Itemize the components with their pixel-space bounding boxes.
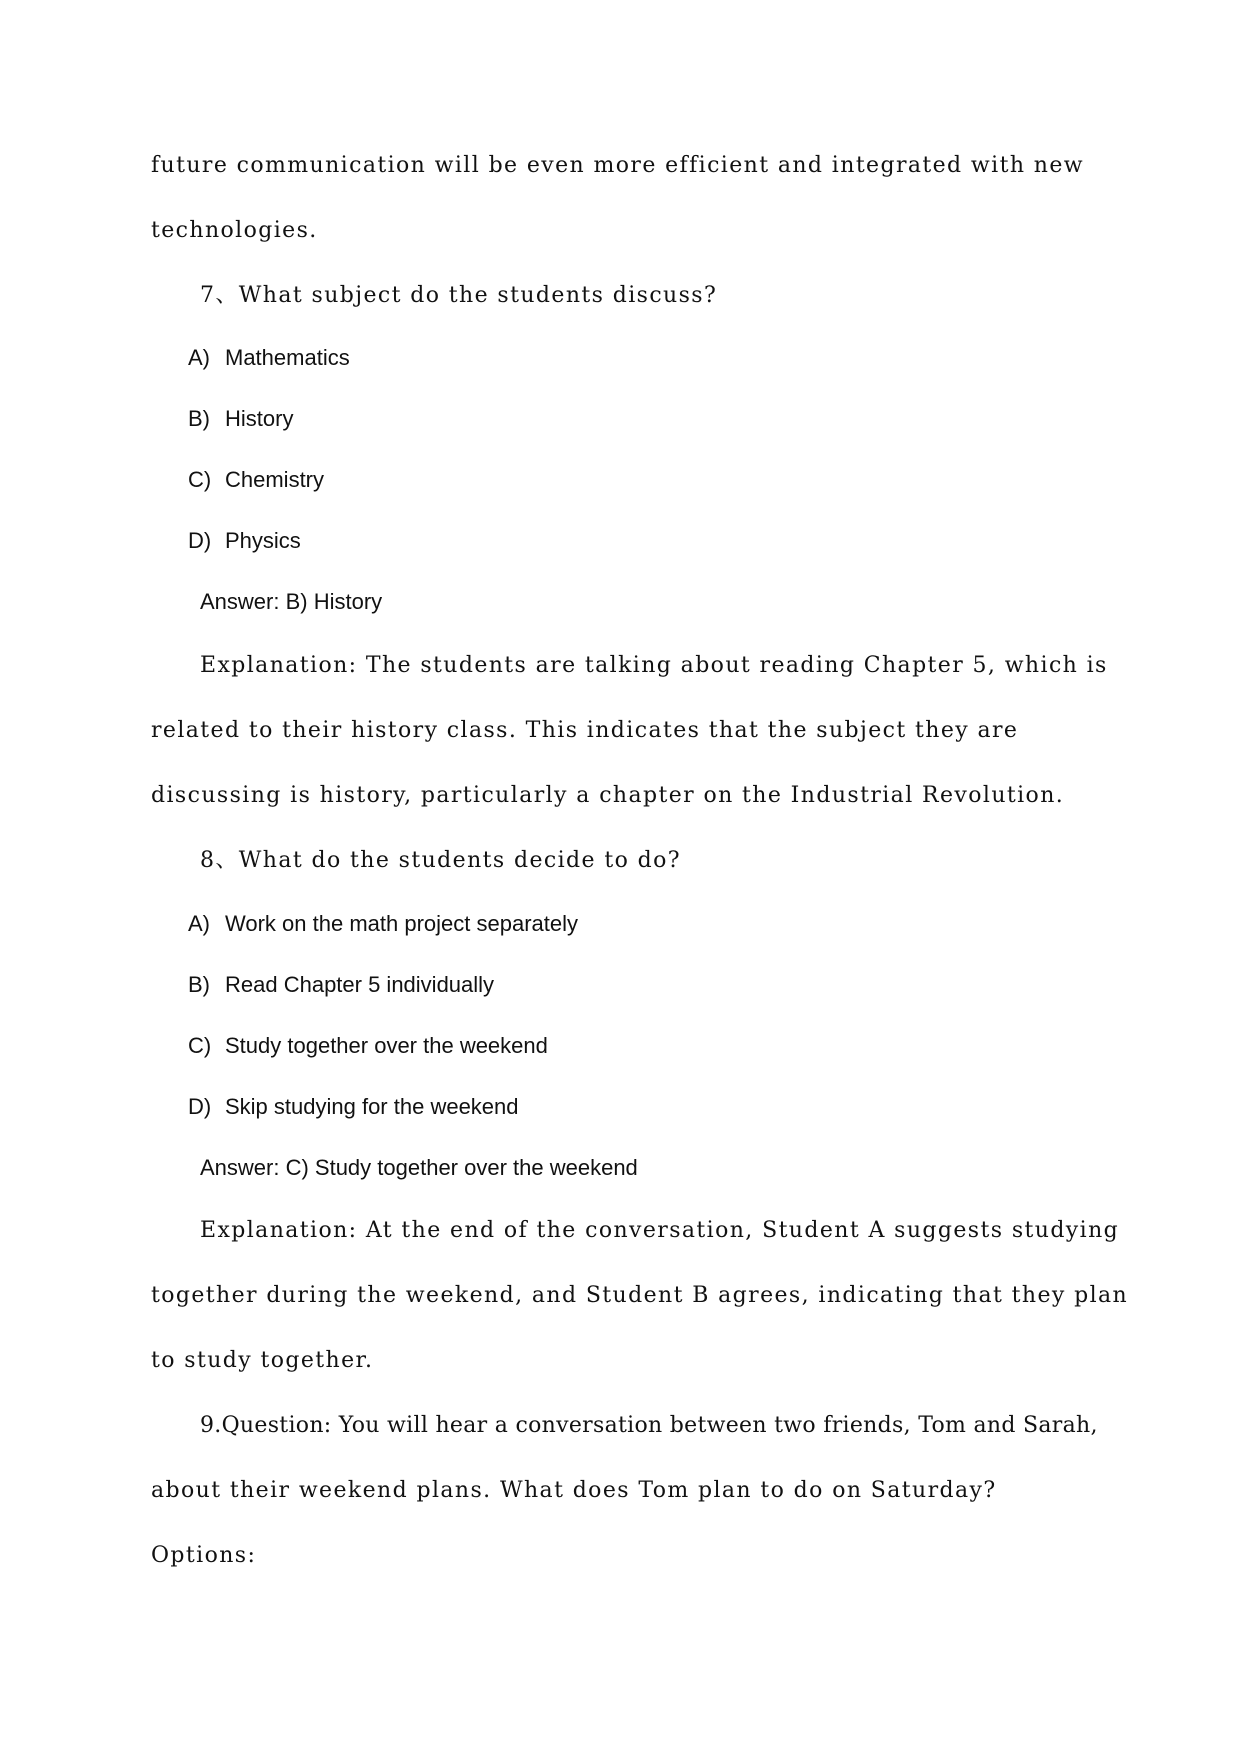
option-letter: B) xyxy=(188,406,210,431)
q8-explanation-line: to study together. xyxy=(151,1348,374,1373)
options-label: Options: xyxy=(151,1543,257,1568)
option-letter: D) xyxy=(188,1094,212,1119)
q7-explanation-line: Explanation: The students are talking about reading Chapter 5, which is xyxy=(200,653,1108,678)
option-letter: A) xyxy=(188,345,210,370)
q8-explanation-line: together during the weekend, and Student B agrees, indicating that they plan xyxy=(151,1283,1129,1308)
option-text: Chemistry xyxy=(225,467,325,492)
option-letter: B) xyxy=(188,972,210,997)
option-letter: C) xyxy=(188,467,212,492)
q8-answer: Answer: C) Study together over the weekend xyxy=(200,1155,638,1180)
q7-explanation-line: discussing is history, particularly a chapter on the Industrial Revolution. xyxy=(151,783,1065,808)
option-text: Mathematics xyxy=(225,345,350,370)
question-9-text: about their weekend plans. What does Tom plan to do on Saturday? xyxy=(151,1478,997,1503)
option-letter: D) xyxy=(188,528,212,553)
option-text: Skip studying for the weekend xyxy=(225,1094,519,1119)
option-text: Study together over the weekend xyxy=(225,1033,548,1058)
q7-explanation-line: related to their history class. This indicates that the subject they are xyxy=(151,718,1019,743)
option-letter: C) xyxy=(188,1033,212,1058)
q7-answer: Answer: B) History xyxy=(200,589,383,614)
paragraph-line: future communication will be even more efficient and integrated with new xyxy=(151,153,1085,178)
option-text: History xyxy=(225,406,294,431)
question-7-text: 7、What subject do the students discuss? xyxy=(200,283,718,308)
question-8-text: 8、What do the students decide to do? xyxy=(200,848,681,873)
option-text: Read Chapter 5 individually xyxy=(225,972,495,997)
q8-explanation-line: Explanation: At the end of the conversation, Student A suggests studying xyxy=(200,1218,1120,1243)
option-text: Work on the math project separately xyxy=(225,911,578,936)
question-9-text: 9.Question: You will hear a conversation between two friends, Tom and Sarah, xyxy=(200,1413,1098,1438)
option-text: Physics xyxy=(225,528,301,553)
option-letter: A) xyxy=(188,911,210,936)
paragraph-line: technologies. xyxy=(151,218,318,243)
